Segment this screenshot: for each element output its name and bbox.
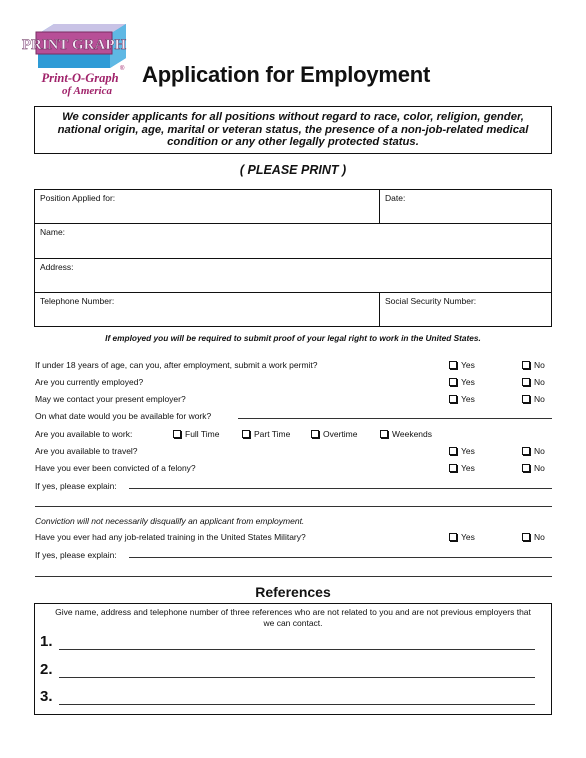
logo-brand-text: PRINT GRAPH [21,37,127,53]
part-time-label: Part Time [254,429,291,439]
travel-yes[interactable] [449,446,475,456]
page-title: Application for Employment [142,62,431,87]
address-label: Address: [40,262,74,272]
felony-no[interactable] [522,463,545,473]
military-explain-line-1[interactable] [129,557,552,558]
yes-label: Yes [461,394,475,404]
military-explain-line-2[interactable] [35,576,552,577]
full-time-option[interactable] [173,429,219,439]
question-available-work: Are you available to work: [35,429,133,439]
address-field[interactable] [35,259,551,292]
military-no[interactable] [522,532,545,542]
travel-no[interactable] [522,446,545,456]
logo-line1: Print-O-Graph [41,71,119,85]
date-label: Date: [385,193,406,203]
checkbox-icon[interactable] [522,447,530,455]
felony-explain-label: If yes, please explain: [35,481,117,491]
print-o-graph-logo [21,22,130,72]
part-time-option[interactable] [242,429,290,439]
reference-number-1: 1. [40,633,53,650]
checkbox-icon[interactable] [522,378,530,386]
applicant-info-box [34,189,552,327]
name-field[interactable] [35,224,551,258]
checkbox-icon[interactable] [449,395,457,403]
weekends-option[interactable] [380,429,432,439]
contact-yes[interactable] [449,394,475,404]
overtime-option[interactable] [311,429,357,439]
felony-explain-line-1[interactable] [129,488,552,489]
checkbox-icon[interactable] [449,464,457,472]
question-felony: Have you ever been convicted of a felony? [35,463,196,473]
no-label: No [534,446,545,456]
reference-number-3: 3. [40,688,53,705]
reference-line-1[interactable] [59,649,535,650]
question-travel: Are you available to travel? [35,446,138,456]
work-permit-no[interactable] [522,360,545,370]
no-label: No [534,360,545,370]
reference-line-2[interactable] [59,677,535,678]
equal-opportunity-notice: We consider applicants for all positions without regard to race, color, religion, gender, national origin, age, marital or veteran status, the presence of a non-job-related medical condition or any other legally protected status. [34,106,552,154]
ssn-label: Social Security Number: [385,296,477,306]
checkbox-icon[interactable] [242,430,250,438]
yes-label: Yes [461,377,475,387]
work-permit-yes[interactable] [449,360,475,370]
checkbox-icon[interactable] [522,395,530,403]
full-time-label: Full Time [185,429,220,439]
position-label: Position Applied for: [40,193,116,203]
no-label: No [534,463,545,473]
references-instructions: Give name, address and telephone number of three references who are not related to you and are not previous employers that we can contact. [55,607,531,628]
military-explain-label: If yes, please explain: [35,550,117,560]
checkbox-icon[interactable] [449,533,457,541]
references-box [34,603,552,715]
question-work-permit: If under 18 years of age, can you, after employment, submit a work permit? [35,360,318,370]
logo-line2: of America [62,85,112,97]
info-row-position [35,190,551,224]
contact-no[interactable] [522,394,545,404]
checkbox-icon[interactable] [522,464,530,472]
no-label: No [534,394,545,404]
checkbox-icon[interactable] [449,447,457,455]
employed-yes[interactable] [449,377,475,387]
yes-label: Yes [461,532,475,542]
question-contact-employer: May we contact your present employer? [35,394,186,404]
felony-yes[interactable] [449,463,475,473]
legal-right-note: If employed you will be required to submit proof of your legal right to work in the United States. [105,333,481,343]
yes-label: Yes [461,446,475,456]
yes-label: Yes [461,360,475,370]
reference-number-2: 2. [40,661,53,678]
checkbox-icon[interactable] [449,361,457,369]
reference-line-3[interactable] [59,704,535,705]
info-row-telephone [35,293,551,326]
weekends-label: Weekends [392,429,433,439]
logo-subtitle [30,72,130,98]
references-heading: References [255,584,331,600]
position-field[interactable] [35,190,379,223]
checkbox-icon[interactable] [522,533,530,541]
checkbox-icon[interactable] [522,361,530,369]
name-label: Name: [40,227,66,237]
telephone-label: Telephone Number: [40,296,115,306]
date-field[interactable] [379,190,551,223]
please-print-label: ( PLEASE PRINT ) [239,163,347,177]
yes-label: Yes [461,463,475,473]
no-label: No [534,532,545,542]
checkbox-icon[interactable] [380,430,388,438]
no-label: No [534,377,545,387]
question-available-date: On what date would you be available for work? [35,411,212,421]
question-military: Have you ever had any job-related training in the United States Military? [35,532,306,542]
checkbox-icon[interactable] [449,378,457,386]
ssn-field[interactable] [379,293,551,326]
question-employed: Are you currently employed? [35,377,144,387]
registered-mark: ® [120,66,125,72]
info-row-address [35,259,551,293]
employed-no[interactable] [522,377,545,387]
checkbox-icon[interactable] [173,430,181,438]
checkbox-icon[interactable] [311,430,319,438]
available-date-line[interactable] [238,418,552,419]
overtime-label: Overtime [323,429,358,439]
felony-explain-line-2[interactable] [35,506,552,507]
info-row-name [35,224,551,259]
military-yes[interactable] [449,532,475,542]
telephone-field[interactable] [35,293,379,326]
conviction-note: Conviction will not necessarily disqualify an applicant from employment. [35,516,305,526]
